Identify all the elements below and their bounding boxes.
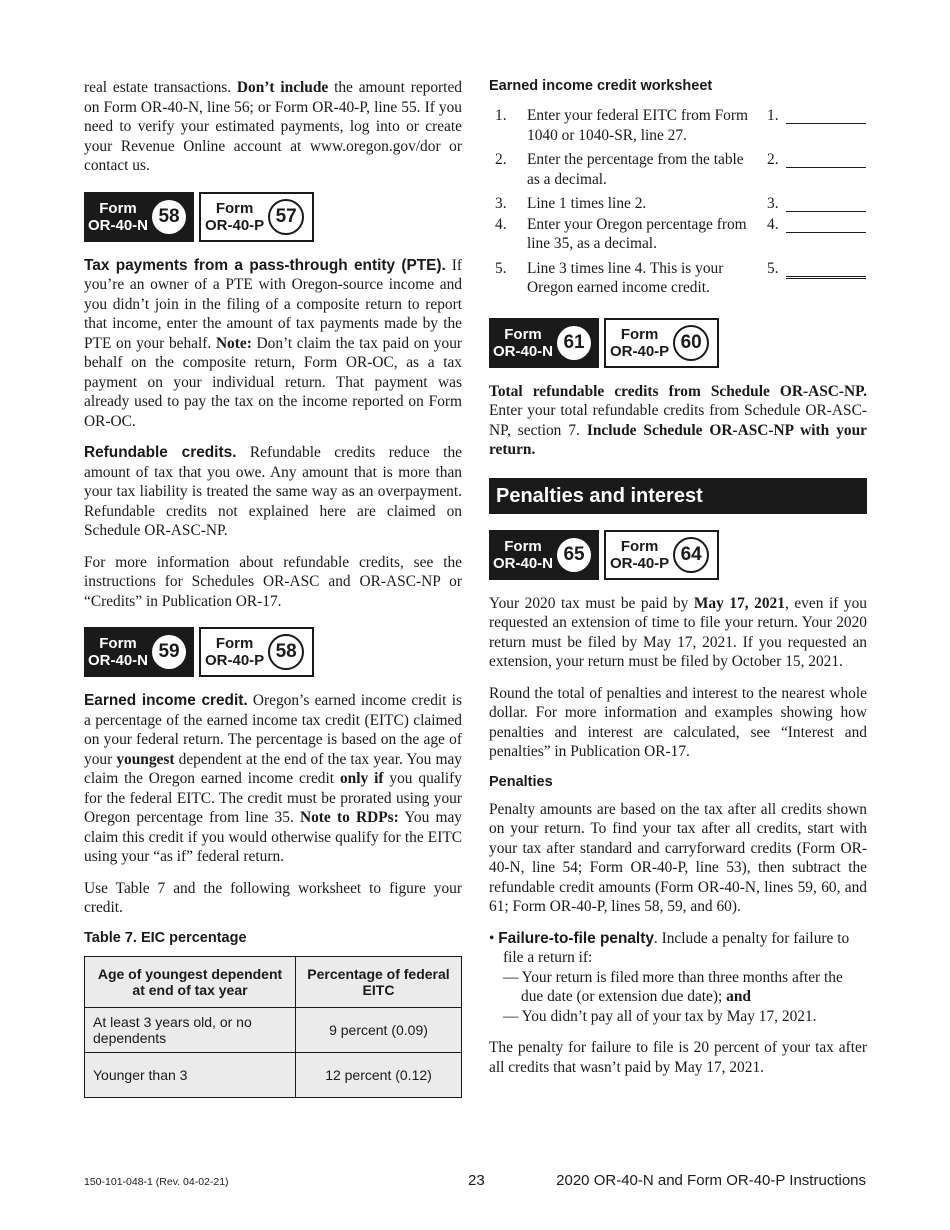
rounding-paragraph: Round the total of penalties and interest to the nearest whole dollar. For more information and examples showing how penalties and interest are calculated, see “Interest and penalties” in Publication OR-17.: [489, 684, 867, 760]
sub-item: — You didn’t pay all of your tax by May 17, 2021.: [503, 1007, 817, 1025]
failure-to-file-rate-paragraph: The penalty for failure to file is 20 percent of your tax after all credits that wasn’t paid by May 17, 2021.: [489, 1039, 867, 1076]
line-number-badge: 65: [557, 538, 591, 572]
line-number-badge: 57: [268, 199, 304, 235]
right-column: [489, 78, 867, 1089]
section-heading-penalties: Penalties and interest: [489, 478, 867, 514]
payment-due-paragraph: Your 2020 tax must be paid by May 17, 2021, even if you requested an extension of time to file your return. Your 2020 return must be filed by May 17, 2021. If you requested an extension, your return must be filed by October 15, 2021.: [489, 594, 868, 670]
form-badge-or-40-p: Form OR-40-P 64: [604, 530, 719, 580]
line-number-badge: 58: [268, 634, 304, 670]
table-row: [85, 1007, 462, 1052]
table-header: Age of youngest dependent at end of tax year: [85, 956, 296, 1007]
table-row: [85, 1052, 462, 1097]
form-badges-line-59: [84, 627, 462, 677]
page-number: 23: [468, 1172, 485, 1189]
refundable-credits-paragraph: Refundable credits. Refundable credits reduce the amount of tax that you owe. Any amount that is more than your tax liability is treated the same way as an overpayment. Refundable credits not explained here are claimed on Schedule OR-ASC-NP.: [84, 444, 462, 539]
worksheet-row: 1. Enter your federal EITC from Form 1040 or 1040-SR, line 27. 1.: [489, 106, 867, 145]
worksheet-row: 2. Enter the percentage from the table as a decimal. 2.: [489, 150, 867, 189]
line-number-badge: 58: [152, 200, 186, 234]
form-badge-or-40-n: Form OR-40-N 61: [489, 318, 599, 368]
table-title: Table 7. EIC percentage: [84, 929, 247, 946]
worksheet-row: 3. Line 1 times line 2. 3.: [489, 194, 867, 214]
form-badges-line-61: [489, 318, 867, 368]
form-badges-line-58: [84, 192, 462, 242]
worksheet-entry-line: [786, 232, 866, 233]
table-header: Percentage of federal EITC: [296, 956, 462, 1007]
eic-worksheet: [489, 106, 867, 298]
line-number-badge: 60: [673, 325, 709, 361]
line-number-badge: 61: [557, 326, 591, 360]
worksheet-entry-line: [786, 167, 866, 168]
line-number-badge: 59: [152, 635, 186, 669]
form-badge-or-40-p: Form OR-40-P 58: [199, 627, 314, 677]
list-item: • Failure-to-file penalty. Include a penalty for failure to file a return if:: [489, 929, 850, 966]
total-refundable-credits-paragraph: Total refundable credits from Schedule OR-ASC-NP. Enter your total refundable credits from Schedule OR-ASC-NP, section 7. Include Schedule OR-ASC-NP with your return.: [489, 382, 867, 458]
table-cell: 12 percent (0.12): [296, 1052, 462, 1097]
worksheet-entry-line: [786, 123, 866, 124]
estimated-payments-paragraph: real estate transactions. Don’t include the amount reported on Form OR-40-N, line 56; or Form OR-40-P, line 55. If you need to verify your estimated payments, log into or create your Revenue Online account at www.oregon.gov/dor or contact us.: [84, 79, 462, 174]
document-title: 2020 OR-40-N and Form OR-40-P Instructions: [556, 1172, 866, 1189]
page-footer: [84, 1172, 866, 1192]
line-number-badge: 64: [673, 537, 709, 573]
worksheet-entry-line: [786, 211, 866, 212]
use-table-paragraph: Use Table 7 and the following worksheet to figure your credit.: [84, 879, 462, 916]
penalty-list: [489, 929, 867, 1027]
form-badge-or-40-p: Form OR-40-P 60: [604, 318, 719, 368]
table-cell: Younger than 3: [85, 1052, 296, 1097]
worksheet-row: 4. Enter your Oregon percentage from line 35, as a decimal. 4.: [489, 215, 867, 254]
table-cell: 9 percent (0.09): [296, 1007, 462, 1052]
worksheet-title: Earned income credit worksheet: [489, 78, 713, 94]
form-badge-or-40-p: Form OR-40-P 57: [199, 192, 314, 242]
penalty-amounts-paragraph: Penalty amounts are based on the tax after all credits shown on your return. To find your tax after all credits, start with your tax after standard and carryforward credits (Form OR-40-N, line 54; Form OR-40-P, line 53), then subtract the refundable credit amounts (Form OR-40-N, lines 59, 60, and 61; Form OR-40-P, lines 58, 59, and 60).: [489, 800, 867, 915]
form-id: 150-101-048-1 (Rev. 04-02-21): [84, 1176, 229, 1188]
form-badge-or-40-n: Form OR-40-N 58: [84, 192, 194, 242]
pte-paragraph: Tax payments from a pass-through entity (PTE). If you’re an owner of a PTE with Oregon-source income and you didn’t join in the filing of a composite return to report that income, enter the amount of tax payments made by the PTE on your behalf. Note: Don’t claim the tax paid on your behalf on the composite return, Form OR-OC, as a tax payment on your individual return. That payment was already used to pay the tax on the income reported on Form OR-OC.: [84, 256, 463, 430]
table-cell: At least 3 years old, or no dependents: [85, 1007, 296, 1052]
table-header-row: [85, 956, 462, 1007]
earned-income-credit-paragraph: Earned income credit. Oregon’s earned income credit is a percentage of the earned income tax credit (EITC) claimed on your federal return. The percentage is based on the age of your youngest dependent at the end of the tax year. You may claim the Oregon earned income credit only if you qualify for the federal EITC. The credit must be prorated using your Oregon percentage from line 35. Note to RDPs: You may claim this credit if you would otherwise qualify for the EITC using your “as if” federal return.: [84, 692, 462, 865]
form-badges-line-65: [489, 530, 867, 580]
more-info-paragraph: For more information about refundable credits, see the instructions for Schedules OR-ASC and OR-ASC-NP or “Credits” in Publication OR-17.: [84, 553, 462, 610]
worksheet-entry-line: [786, 276, 866, 279]
worksheet-row: 5. Line 3 times line 4. This is your Oregon earned income credit. 5.: [489, 259, 867, 298]
left-column: [84, 78, 462, 1098]
penalties-heading: Penalties: [489, 773, 553, 790]
form-badge-or-40-n: Form OR-40-N 65: [489, 530, 599, 580]
eic-percentage-table: [84, 956, 462, 1098]
sub-item: — Your return is filed more than three months after the due date (or extension due date); and: [503, 968, 843, 1005]
list-item: [489, 968, 867, 1027]
form-badge-or-40-n: Form OR-40-N 59: [84, 627, 194, 677]
